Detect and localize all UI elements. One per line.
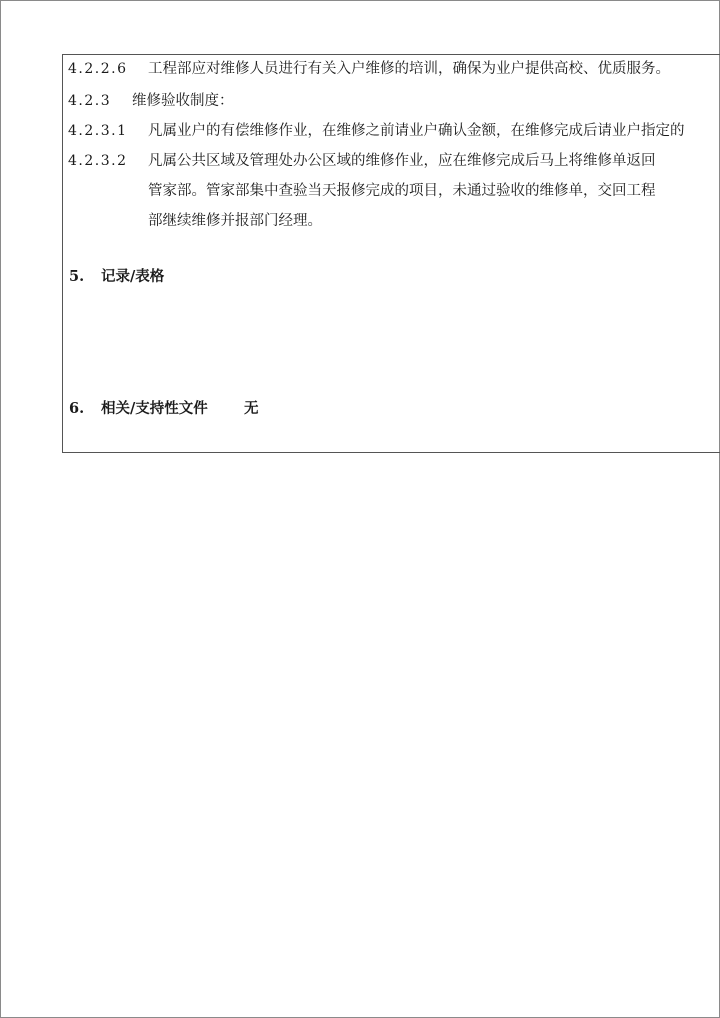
document-content-box [62,54,720,453]
item-number: 4.2.2.6 [68,61,128,77]
item-number: 4.2.3 [68,93,112,109]
item-text: 维修验收制度： [132,93,234,109]
item-text: 凡属业户的有偿维修作业，在维修之前请业户确认金额，在维修完成后请业户指定的 [148,123,685,139]
item-text-line: 凡属公共区域及管理处办公区域的维修作业，应在维修完成后马上将维修单返回 [148,153,656,169]
section-title: 相关/支持性文件 [101,400,208,417]
item-number: 4.2.3.1 [68,123,128,139]
item-text: 工程部应对维修人员进行有关入户维修的培训，确保为业户提供高校、优质服务。 [148,61,670,77]
section-title: 记录/表格 [101,268,165,285]
section-number: 6. [69,400,85,417]
section-value: 无 [244,400,259,417]
item-number: 4.2.3.2 [68,153,128,169]
item-text-line: 部继续维修并报部门经理。 [148,213,322,229]
item-text-line: 管家部。管家部集中查验当天报修完成的项目，未通过验收的维修单，交回工程 [148,183,656,199]
section-number: 5. [69,268,85,285]
